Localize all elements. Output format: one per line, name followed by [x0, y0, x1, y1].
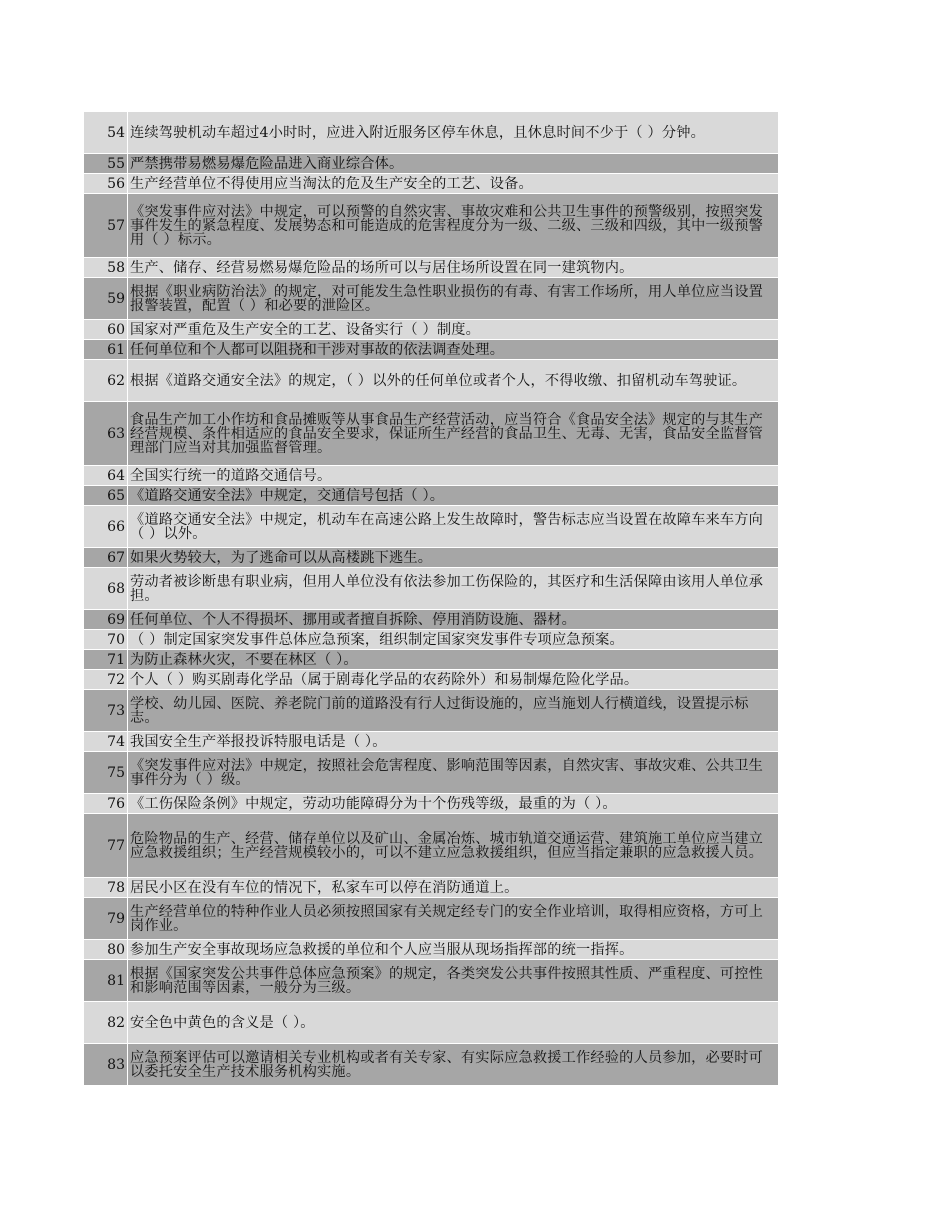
question-text: 生产、储存、经营易燃易爆危险品的场所可以与居住场所设置在同一建筑物内。 — [130, 260, 634, 276]
table-row — [84, 1002, 778, 1044]
table-row — [84, 1044, 778, 1086]
question-text: 任何单位和个人都可以阻挠和干涉对事故的依法调查处理。 — [130, 342, 505, 358]
table-row — [84, 278, 778, 320]
question-number: 59 — [84, 278, 128, 319]
question-text: 严禁携带易燃易爆危险品进入商业综合体。 — [130, 156, 404, 172]
question-text: 国家对严重危及生产安全的工艺、设备实行（ ）制度。 — [130, 322, 481, 338]
question-text: 全国实行统一的道路交通信号。 — [130, 468, 332, 484]
table-row — [84, 340, 778, 360]
question-number: 73 — [84, 690, 128, 731]
question-number: 56 — [84, 174, 128, 193]
question-number: 54 — [84, 112, 128, 153]
question-number: 61 — [84, 340, 128, 359]
table-row — [84, 732, 778, 752]
question-text: 根据《道路交通安全法》的规定，（ ）以外的任何单位或者个人，不得收缴、扣留机动车驾驶证。 — [130, 373, 747, 389]
question-text: 《道路交通安全法》中规定，交通信号包括（ ）。 — [130, 488, 445, 504]
question-number: 65 — [84, 486, 128, 505]
table-row — [84, 360, 778, 402]
table-row — [84, 486, 778, 506]
question-text: 任何单位、个人不得损坏、挪用或者擅自拆除、停用消防设施、器材。 — [130, 612, 577, 628]
question-text: 安全色中黄色的含义是（ ）。 — [130, 1015, 315, 1031]
table-row — [84, 112, 778, 154]
question-number: 63 — [84, 402, 128, 465]
question-number: 60 — [84, 320, 128, 339]
question-text: 《工伤保险条例》中规定，劳动功能障碍分为十个伤残等级，最重的为（ ）。 — [130, 796, 617, 812]
question-number: 80 — [84, 940, 128, 959]
question-text: 危险物品的生产、经营、储存单位以及矿山、金属冶炼、城市轨道交通运营、建筑施工单位应当建立应急救援组织；生产经营规模较小的，可以不建立应急救援组织，但应当指定兼职的应急救援人员。 — [130, 831, 764, 861]
table-row — [84, 752, 778, 794]
table-row — [84, 402, 778, 466]
question-number: 66 — [84, 506, 128, 547]
question-number: 55 — [84, 154, 128, 173]
question-number: 76 — [84, 794, 128, 813]
table-row — [84, 940, 778, 960]
table-row — [84, 650, 778, 670]
question-number: 78 — [84, 878, 128, 897]
question-number: 75 — [84, 752, 128, 793]
question-number: 81 — [84, 960, 128, 1001]
table-row — [84, 630, 778, 650]
table-row — [84, 610, 778, 630]
question-text: 应急预案评估可以邀请相关专业机构或者有关专家、有实际应急救援工作经验的人员参加，必要时可以委托安全生产技术服务机构实施。 — [130, 1050, 764, 1080]
table-row — [84, 320, 778, 340]
table-row — [84, 690, 778, 732]
question-text: 根据《职业病防治法》的规定，对可能发生急性职业损伤的有毒、有害工作场所，用人单位应当设置报警装置，配置（ ）和必要的泄险区。 — [130, 284, 764, 314]
question-number: 58 — [84, 258, 128, 277]
question-number: 79 — [84, 898, 128, 939]
table-row — [84, 878, 778, 898]
table-row — [84, 506, 778, 548]
question-text: 根据《国家突发公共事件总体应急预案》的规定，各类突发公共事件按照其性质、严重程度、可控性和影响范围等因素，一般分为三级。 — [130, 966, 764, 996]
question-text: 《突发事件应对法》中规定，按照社会危害程度、影响范围等因素，自然灾害、事故灾难、公共卫生事件分为（ ）级。 — [130, 758, 764, 788]
table-row — [84, 174, 778, 194]
question-number: 71 — [84, 650, 128, 669]
question-text: 《突发事件应对法》中规定，可以预警的自然灾害、事故灾难和公共卫生事件的预警级别，按照突发事件发生的紧急程度、发展势态和可能造成的危害程度分为一级、二级、三级和四级，其中一级预警用（ ）标示。 — [130, 204, 764, 248]
table-row — [84, 466, 778, 486]
table-row — [84, 794, 778, 814]
question-text: 劳动者被诊断患有职业病，但用人单位没有依法参加工伤保险的，其医疗和生活保障由该用人单位承担。 — [130, 574, 764, 604]
question-number: 83 — [84, 1044, 128, 1085]
table-row — [84, 898, 778, 940]
question-number: 64 — [84, 466, 128, 485]
question-text: （ ）制定国家突发事件总体应急预案，组织制定国家突发事件专项应急预案。 — [130, 632, 624, 648]
question-number: 74 — [84, 732, 128, 751]
question-text: 生产经营单位不得使用应当淘汰的危及生产安全的工艺、设备。 — [130, 176, 533, 192]
question-text: 学校、幼儿园、医院、养老院门前的道路没有行人过街设施的，应当施划人行横道线，设置提示标志。 — [130, 696, 749, 726]
table-row — [84, 568, 778, 610]
table-row — [84, 258, 778, 278]
question-number: 57 — [84, 194, 128, 257]
table-row — [84, 194, 778, 258]
table-row — [84, 670, 778, 690]
question-table — [84, 112, 778, 1086]
question-number: 62 — [84, 360, 128, 401]
question-number: 68 — [84, 568, 128, 609]
question-number: 67 — [84, 548, 128, 567]
question-text: 如果火势较大，为了逃命可以从高楼跳下逃生。 — [130, 550, 433, 566]
table-row — [84, 960, 778, 1002]
question-text: 居民小区在没有车位的情况下，私家车可以停在消防通道上。 — [130, 880, 519, 896]
question-text: 参加生产安全事故现场应急救援的单位和个人应当服从现场指挥部的统一指挥。 — [130, 942, 634, 958]
question-text: 连续驾驶机动车超过4小时时，应进入附近服务区停车休息，且休息时间不少于（ ）分钟。 — [130, 125, 706, 141]
question-text: 个人（ ）购买剧毒化学品（属于剧毒化学品的农药除外）和易制爆危险化学品。 — [130, 672, 639, 688]
table-row — [84, 814, 778, 878]
question-text: 食品生产加工小作坊和食品摊贩等从事食品生产经营活动，应当符合《食品安全法》规定的与其生产经营规模、条件相适应的食品安全要求，保证所生产经营的食品卫生、无毒、无害，食品安全监督管理部门应当对其加强监督管理。 — [130, 412, 764, 456]
question-number: 72 — [84, 670, 128, 689]
question-text: 《道路交通安全法》中规定，机动车在高速公路上发生故障时，警告标志应当设置在故障车来车方向（ ）以外。 — [130, 512, 764, 542]
question-text: 生产经营单位的特种作业人员必须按照国家有关规定经专门的安全作业培训，取得相应资格，方可上岗作业。 — [130, 904, 764, 934]
table-row — [84, 548, 778, 568]
question-text: 为防止森林火灾，不要在林区（ ）。 — [130, 652, 358, 668]
question-number: 77 — [84, 814, 128, 877]
table-row — [84, 154, 778, 174]
question-text: 我国安全生产举报投诉特服电话是（ ）。 — [130, 734, 387, 750]
question-number: 70 — [84, 630, 128, 649]
question-number: 82 — [84, 1002, 128, 1043]
question-number: 69 — [84, 610, 128, 629]
